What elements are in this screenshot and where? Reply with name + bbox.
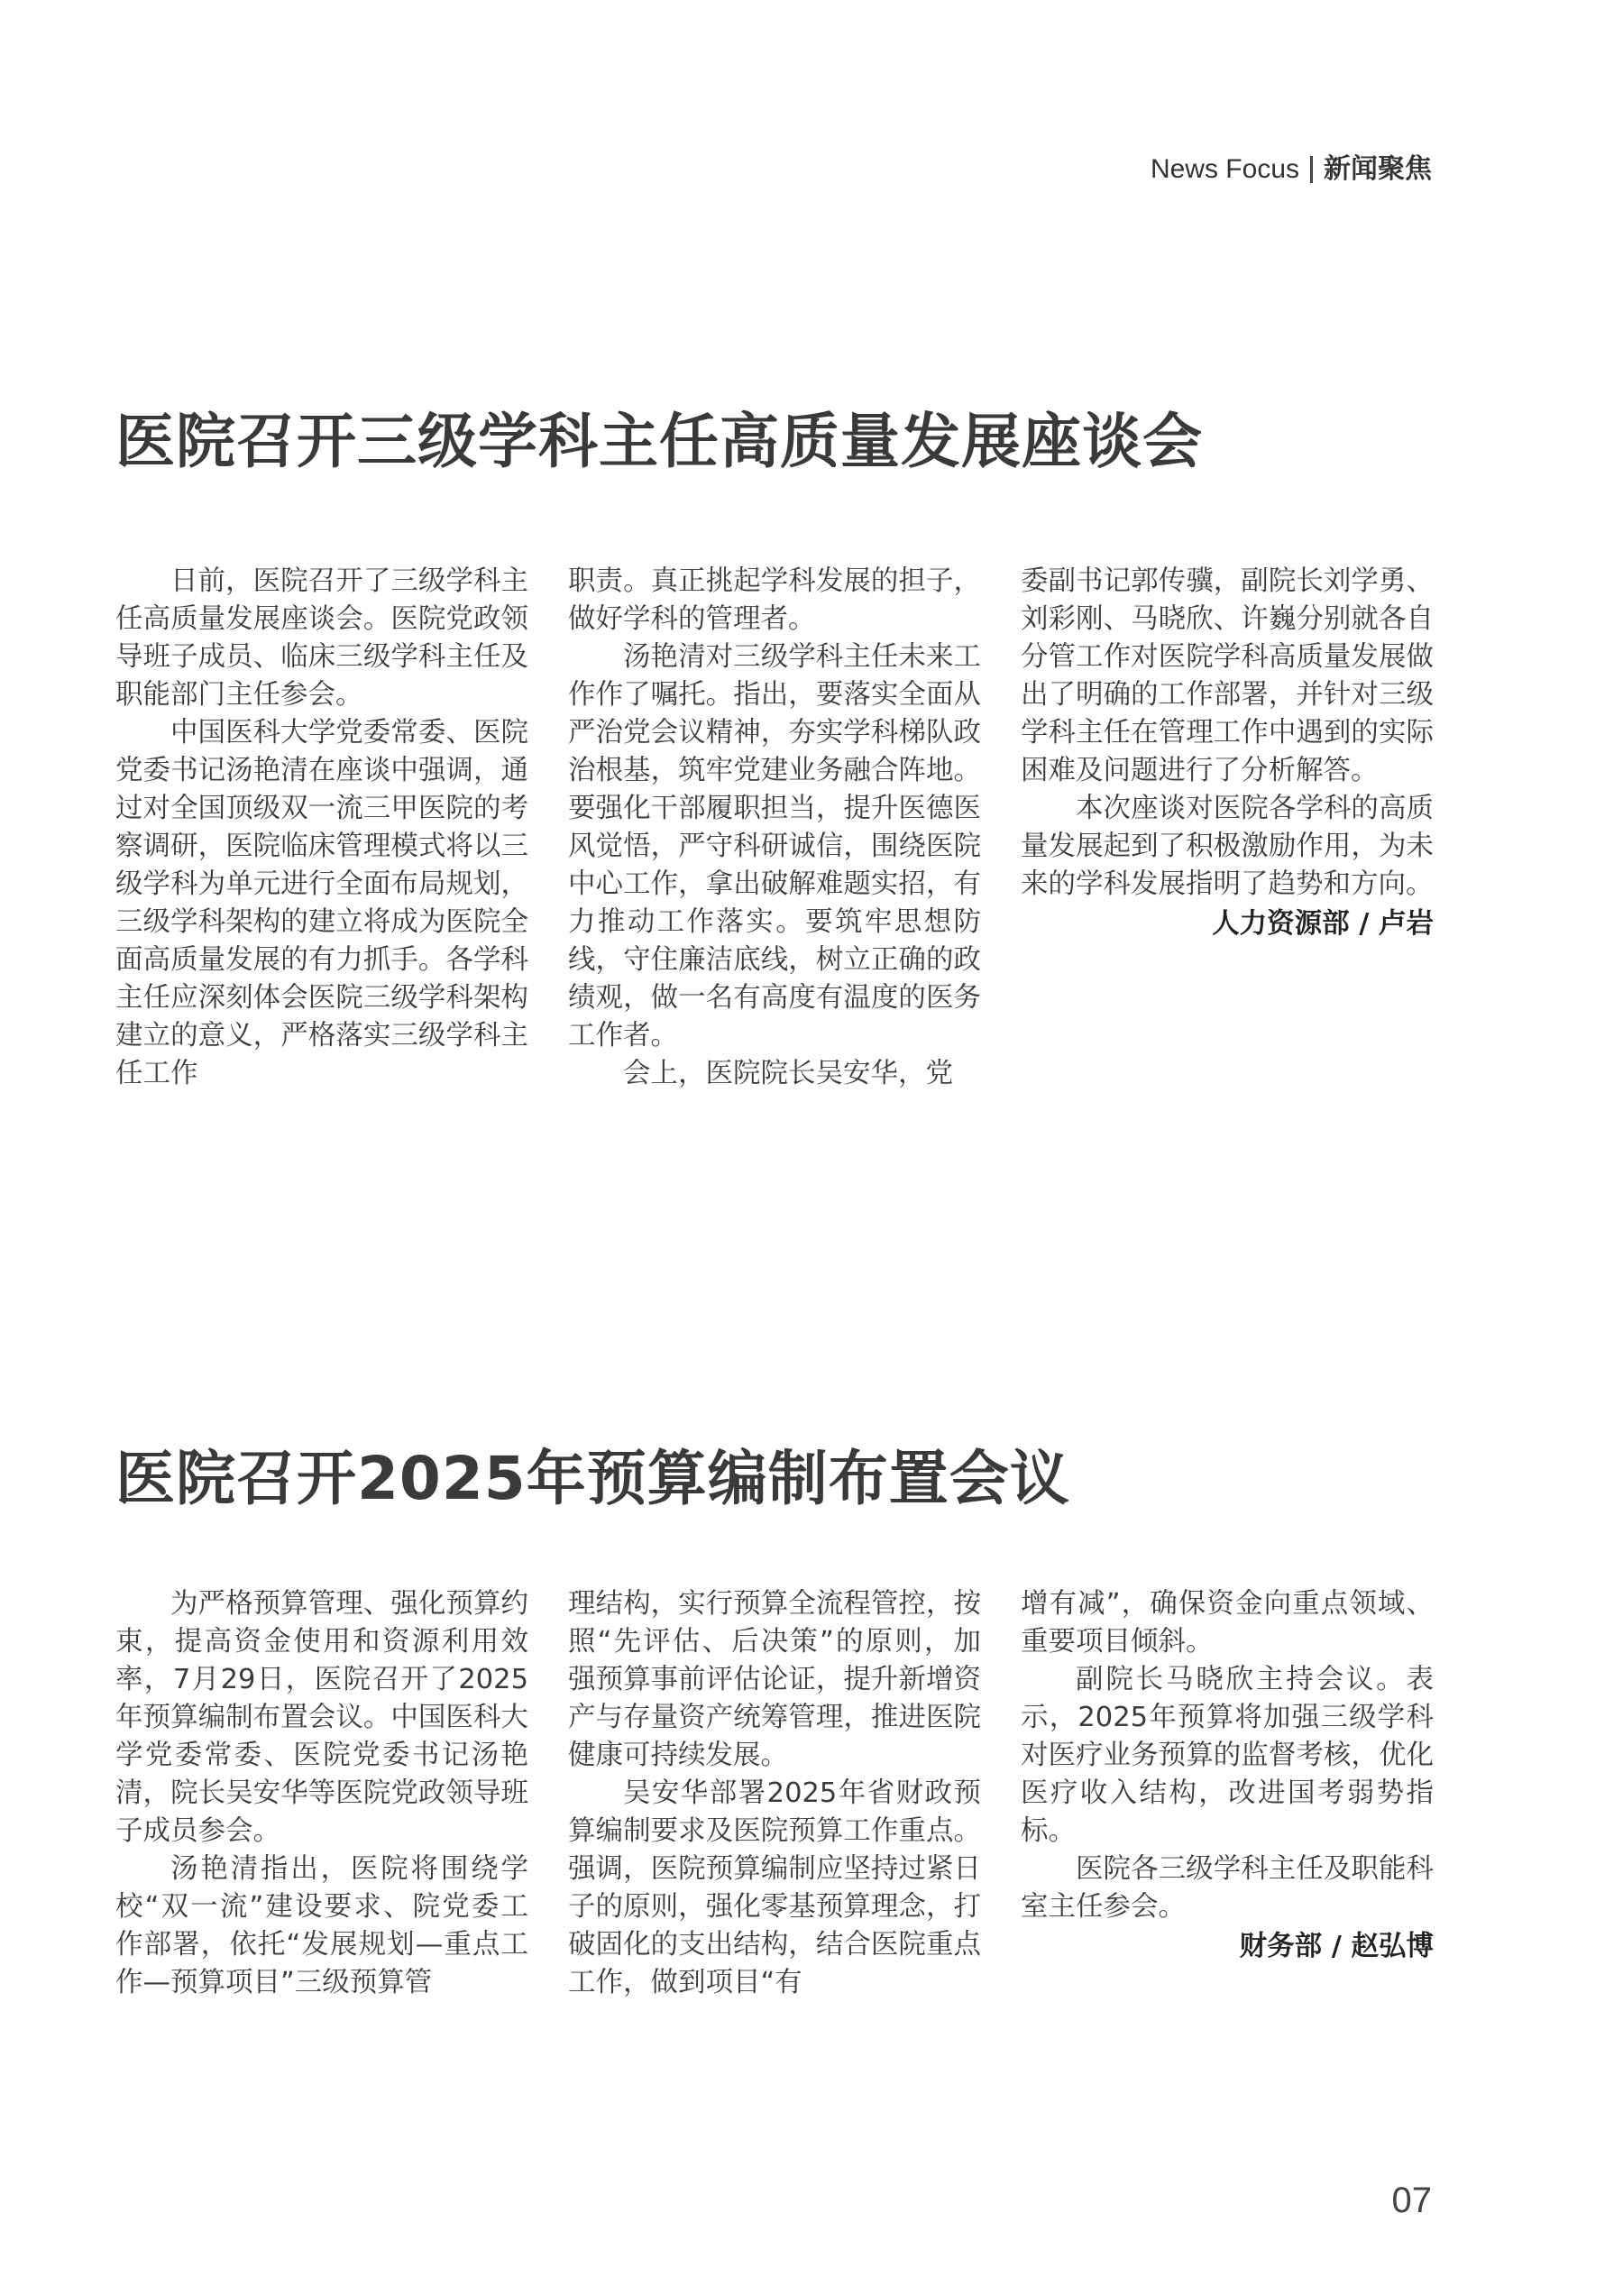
paragraph: 中国医科大学党委常委、医院党委书记汤艳清在座谈中强调，通过对全国顶级双一流三甲医院的考察调研，医院临床管理模式将以三级学科为单元进行全面布局规划，三级学科架构的建立将成为医院全面高质量发展的有力抓手。各学科主任应深刻体会医院三级学科架构建立的意义，严格落实三级学科主任工作 [115, 717, 528, 1089]
paragraph: 增有减”，确保资金向重点领域、重要项目倾斜。 [1021, 1588, 1434, 1658]
paragraph: 为严格预算管理、强化预算约束，提高资金使用和资源利用效率，7月29日，医院召开了2025年预算编制布置会议。中国医科大学党委常委、医院党委书记汤艳清，院长吴安华等医院党政领导班子成员参会。 [115, 1588, 528, 1847]
article-2-title: 医院召开2025年预算编制布置会议 [115, 1444, 1070, 1513]
paragraph: 汤艳清指出，医院将围绕学校“双一流”建设要求、院党委工作部署，依托“发展规划—重点工作—预算项目”三级预算管 [115, 1853, 528, 1998]
paragraph: 委副书记郭传骥，副院长刘学勇、刘彩刚、马晓欣、许巍分别就各自分管工作对医院学科高质量发展做出了明确的工作部署，并针对三级学科主任在管理工作中遇到的实际困难及问题进行了分析解答。 [1021, 565, 1434, 786]
article-1-column-3 [1021, 563, 1434, 943]
page-number: 07 [1391, 2181, 1432, 2220]
paragraph: 会上，医院院长吴安华，党 [623, 1058, 953, 1089]
article-2-signature: 财务部 / 赵弘博 [1239, 1931, 1434, 1962]
article-2-column-1 [115, 1585, 528, 2002]
section-name-en: News Focus [1150, 154, 1299, 184]
paragraph: 汤艳清对三级学科主任未来工作作了嘱托。指出，要落实全面从严治党会议精神，夯实学科梯队政治根基，筑牢党建业务融合阵地。要强化干部履职担当，提升医德医风觉悟，严守科研诚信，围绕医院中心工作，拿出破解难题实招，有力推动工作落实。要筑牢思想防线，守住廉洁底线，树立正确的政绩观，做一名有高度有温度的医务工作者。 [568, 641, 981, 1052]
section-header [1151, 152, 1432, 188]
paragraph: 副院长马晓欣主持会议。表示，2025年预算将加强三级学科对医疗业务预算的监督考核，优化医疗收入结构，改进国考弱势指标。 [1021, 1664, 1434, 1847]
article-1-column-1 [115, 563, 528, 1093]
article-2-column-2 [568, 1585, 981, 2002]
paragraph: 医院各三级学科主任及职能科室主任参会。 [1021, 1853, 1434, 1923]
paragraph: 日前，医院召开了三级学科主任高质量发展座谈会。医院党政领导班子成员、临床三级学科主任及职能部门主任参会。 [115, 565, 528, 711]
header-divider [1310, 156, 1313, 183]
article-2-column-3 [1021, 1585, 1434, 1966]
paragraph: 本次座谈对医院各学科的高质量发展起到了积极激励作用，为未来的学科发展指明了趋势和方向。 [1021, 793, 1434, 900]
article-1-title: 医院召开三级学科主任高质量发展座谈会 [115, 407, 1203, 476]
paragraph: 吴安华部署2025年省财政预算编制要求及医院预算工作重点。强调，医院预算编制应坚持过紧日子的原则，强化零基预算理念，打破固化的支出结构，结合医院重点工作，做到项目“有 [568, 1777, 981, 1998]
paragraph: 理结构，实行预算全流程管控，按照“先评估、后决策”的原则，加强预算事前评估论证，提升新增资产与存量资产统筹管理，推进医院健康可持续发展。 [568, 1588, 981, 1771]
article-1-column-2 [568, 563, 981, 1093]
section-name-zh: 新闻聚焦 [1324, 153, 1432, 185]
article-1-signature: 人力资源部 / 卢岩 [1212, 908, 1434, 940]
paragraph: 职责。真正挑起学科发展的担子，做好学科的管理者。 [568, 565, 981, 635]
